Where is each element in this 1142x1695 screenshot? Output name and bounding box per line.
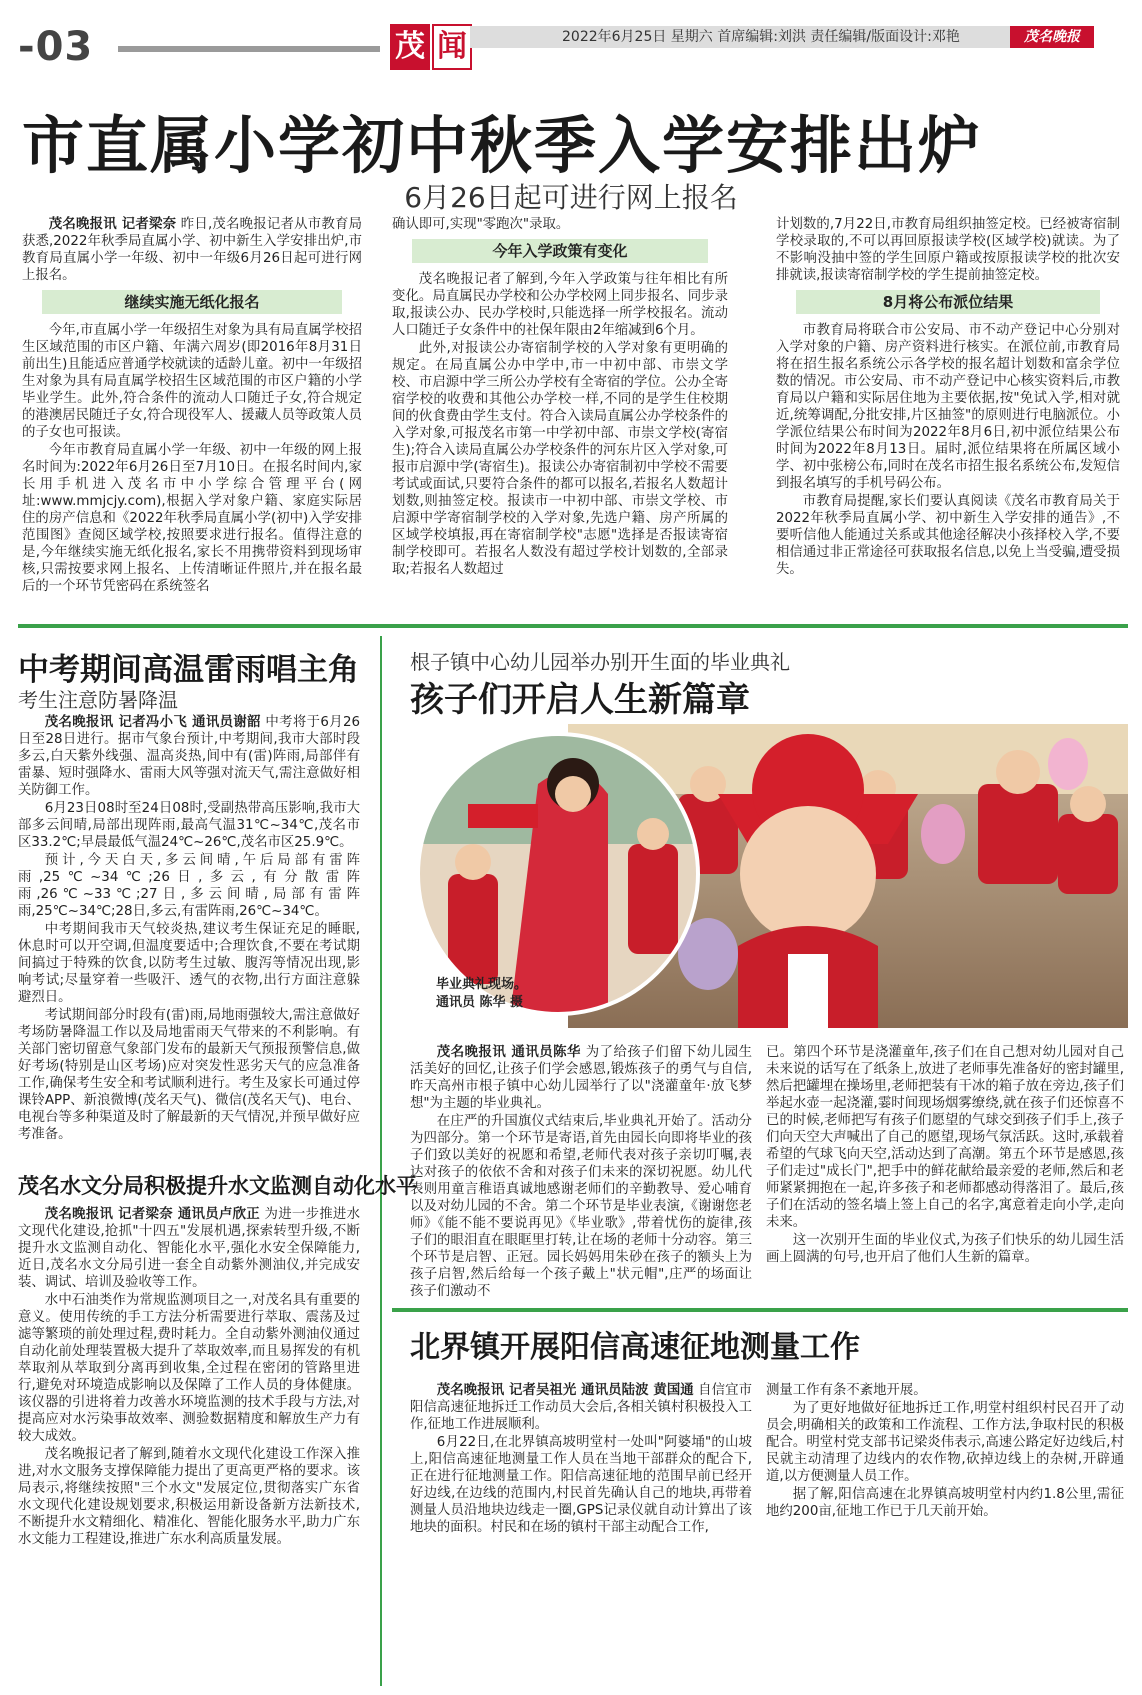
section-divider (18, 624, 1128, 628)
hydrology-paragraph: 水中石油类作为常规监测项目之一,对茂名具有重要的意义。使用传统的手工方法分析需要进行萃取、震荡及过滤等繁琐的前处理过程,费时耗力。全自动紫外测油仪通过自动化前处理装置极大提升了萃取效率,而且易挥发的有机萃取剂从萃取到分离再到收集,全过程在密闭的管路里进行,避免对环境造成影响以及保障了工作人员的身体健康。该仪器的引进将着力改善水环境监测的技术手段与方法,对提高应对水污染事故效率、测验数据精度和解放生产力有较大成效。 (18, 1293, 360, 1444)
weather-subhead: 考生注意防暑降温 (18, 688, 178, 712)
photo-credit: 通讯员 陈华 摄 (436, 995, 524, 1010)
lead-column-3 (776, 216, 1120, 620)
highway-column-1 (410, 1382, 752, 1686)
lead-paragraph: 市教育局将联合市公安局、市不动产登记中心分别对入学对象的户籍、房产资料进行核实。在派位前,市教育局将在招生报名系统公示各学校的报名超计划数和富余学位数的情况。市公安局、市不动产登记中心核实资料后,市教育局以户籍和实际居住地为主要依据,按"免试入学,相对就近,统筹调配,分批安排,片区抽签"的原则进行电脑派位。小学派位结果公布时间为2022年8月6日,初中派位结果公布时间为2022年8月13日。届时,派位结果将在所属区域小学、初中张榜公布,同时在茂名市招生报名系统公布,发短信到报名填写的手机号码公布。 (776, 323, 1120, 491)
kindergarten-byline: 茂名晚报讯 通讯员陈华 (436, 1045, 581, 1060)
lead-paragraph: 今年,市直属小学一年级招生对象为具有局直属学校招生区域范围的市区户籍、年满六周岁(即2016年8月31日前出生)且能适应普通学校就读的适龄儿童。初中一年级招生对象为具有局直属学校招生区域范围的市区户籍的小学毕业学生。此外,符合条件的流动人口随迁子女,符合规定的港澳居民随迁子女,符合现役军人、援藏人员等政策人员的子女也可报读。 (22, 323, 362, 440)
weather-headline: 中考期间高温雷雨唱主角 (18, 652, 359, 688)
lead-subhead: 6月26日起可进行网上报名 (404, 181, 738, 214)
kindergarten-paragraph: 在庄严的升国旗仪式结束后,毕业典礼开始了。活动分为四部分。第一个环节是寄语,首先由园长向即将毕业的孩子们致以美好的祝愿和希望,老师代表对孩子亲切叮嘱,表达对孩子的依依不舍和对孩子们未来的深切祝愿。幼儿代表则用童言稚语真诚地感谢老师们的辛勤教导、爱心哺育以及对幼儿园的不舍。第二个环节是毕业表演,《谢谢您老师》《能不能不要说再见》《毕业歌》,带着忧伤的旋律,孩子们的眼泪直在眼眶里打转,让在场的老师十分动容。第三个环节是启智、正冠。园长妈妈用朱砂在孩子的额头上为孩子启智,然后给每一个孩子戴上"状元帽",庄严的场面让孩子们激动不 (410, 1114, 752, 1299)
lead-byline: 茂名晚报讯 记者梁奈 (48, 217, 177, 232)
lead-paragraph: 计划数的,7月22日,市教育局组织抽签定校。已经被寄宿制学校录取的,不可以再回原报读学校(区域学校)就读。为了不影响没抽中签的学生回原户籍或按原报读学校的批次安排就读,报读寄宿制学校的学生提前抽签定校。 (776, 217, 1120, 283)
hydrology-body (18, 1206, 360, 1686)
lead-paragraph: 昨日,茂名晚报记者从市教育局获悉,2022年秋季局直属小学、初中新生入学安排出炉,市教育局直属小学一年级、初中一年级6月26日起可进行网上报名。 (22, 217, 362, 283)
lead-headline: 市直属小学初中秋季入学安排出炉 (22, 109, 983, 182)
header-rule (118, 46, 380, 52)
hydrology-byline: 茂名晚报讯 记者梁奈 通讯员卢欣正 (44, 1207, 260, 1222)
highway-paragraph: 为了更好地做好征地拆迁工作,明堂村组织村民召开了动员会,明确相关的政策和工作流程、工作方法,争取村民的积极配合。明堂村党支部书记梁炎伟表示,高速公路定好边线后,村民就主动清理了边线内的农作物,砍掉边线上的杂树,开辟通道,以方便测量人员工作。 (766, 1401, 1124, 1484)
kindergarten-paragraph: 这一次别开生面的毕业仪式,为孩子们快乐的幼儿园生活画上圆满的句号,也开启了他们人生新的篇章。 (766, 1233, 1124, 1265)
highway-byline: 茂名晚报讯 记者吴祖光 通讯员陆波 黄国通 (436, 1383, 694, 1398)
hydrology-paragraph: 茂名晚报记者了解到,随着水文现代化建设工作深入推进,对水文服务支撑保障能力提出了更高更严格的要求。该局表示,将继续按照"三个水文"发展定位,贯彻落实广东省水文现代化建设规划要求,积极运用新设备新方法新技术,不断提升水文精细化、精准化、智能化服务水平,助力广东水文能力工程建设,推进广东水利高质量发展。 (18, 1447, 360, 1547)
weather-paragraph: 预计,今天白天,多云间晴,午后局部有雷阵雨,25℃~34℃;26日,多云,有分散雷阵雨,26℃~33℃;27日,多云间晴,局部有雷阵雨,25℃~34℃;28日,多云,有雷阵雨,26℃~34℃。 (18, 853, 360, 919)
column-char-2: 闻 (432, 24, 472, 70)
lead-paragraph: 今年市教育局直属小学一年级、初中一年级的网上报名时间为:2022年6月26日至7月10日。在报名时间内,家长用手机进入茂名市中小学综合管理平台(网址:www.mmjcjy.com),根据入学对象户籍、家庭实际居住的房产信息和《2022年秋季局直属小学(初中)入学安排范围图》查阅区域学校,按照要求进行报名。值得注意的是,今年继续实施无纸化报名,家长不用携带资料到现场审核,只需按要求网上报名、上传清晰证件照片,并在报名最后的一个环节凭密码在系统签名 (22, 443, 362, 594)
lead-paragraph: 市教育局提醒,家长们要认真阅读《茂名市教育局关于2022年秋季局直属小学、初中新生入学安排的通告》,不要听信他人能通过关系或其他途径解决小孩择校入学,不要相信通过非正常途径可获取报名信息,以免上当受骗,遭受损失。 (776, 494, 1120, 577)
highway-headline: 北界镇开展阳信高速征地测量工作 (410, 1330, 860, 1365)
lead-column-1 (22, 216, 362, 620)
photo-caption (436, 976, 527, 1012)
lead-column-2 (392, 216, 728, 620)
highway-paragraph: 6月22日,在北界镇高坡明堂村一处叫"阿婆埇"的山坡上,阳信高速征地测量工作人员在当地干部群众的配合下,正在进行征地测量工作。阳信高速征地的范围早前已经开好边线,在边线的范围内,村民首先确认自己的地块,再带着测量人员沿地块边线走一圈,GPS记录仪就自动计算出了该地块的面积。村民和在场的镇村干部主动配合工作, (410, 1435, 752, 1535)
weather-body (18, 714, 360, 1150)
section-heading: 继续实施无纸化报名 (42, 290, 342, 314)
weather-paragraph: 中考期间我市天气较炎热,建议考生保证充足的睡眠,休息时可以开空调,但温度要适中;合理饮食,不要在考试期间搞过于特殊的饮食,以防考生过敏、腹泻等情况出现,影响考试;尽量穿着一些吸汗、透气的衣物,出行方面注意躲避烈日。 (18, 922, 360, 1005)
hydrology-paragraph: 为进一步推进水文现代化建设,抢抓"十四五"发展机遇,探索转型升级,不断提升水文监测自动化、智能化水平,强化水安全保障能力,近日,茂名水文分局引进一套全自动紫外测油仪,并完成安装、调试、培训及验收等工作。 (18, 1207, 360, 1290)
weather-byline: 茂名晚报讯 记者冯小飞 通讯员谢韶 (44, 715, 261, 730)
kindergarten-column-2 (766, 1044, 1124, 1302)
lead-paragraph: 此外,对报读公办寄宿制学校的入学对象有更明确的规定。在局直属公办中学中,市一中初中部、市崇文学校、市启源中学三所公办学校有全寄宿的学位。公办全寄宿学校的收费和其他公办学校一样,不同的是学生住校期间的伙食费由学生支付。符合入读局直属公办学校条件的入学对象,可报茂名市第一中学初中部、市崇文学校(寄宿生);符合入读局直属公办学校条件的河东片区入学对象,可报市启源中学(寄宿生)。报读公办寄宿制初中学校不需要考试或面试,只要符合条件的都可以报名,若报名人数超计划数,则抽签定校。报读市一中初中部、市崇文学校、市启源中学寄宿制学校的入学对象,先选户籍、房产所属的区域学校填报,再在寄宿制学校"志愿"选择是否报读寄宿制学校即可。若报名人数没有超过学校计划数的,全部录取;若报名人数超过 (392, 341, 728, 577)
newspaper-brand: 茂名晚报 (1010, 26, 1094, 48)
highway-paragraph: 据了解,阳信高速在北界镇高坡明堂村内约1.8公里,需征地约200亩,征地工作已于几天前开始。 (766, 1487, 1124, 1519)
dateline: 2022年6月25日 星期六 首席编辑:刘洪 责任编辑/版面设计:邓艳 (470, 26, 1082, 48)
column-divider (380, 636, 382, 1686)
column-name (390, 24, 474, 70)
hydrology-headline: 茂名水文分局积极提升水文监测自动化水平 (18, 1174, 417, 1198)
section-heading: 今年入学政策有变化 (412, 239, 708, 263)
kindergarten-column-1 (410, 1044, 752, 1302)
highway-paragraph: 测量工作有条不紊地开展。 (766, 1383, 927, 1398)
column-char-1: 茂 (390, 24, 430, 70)
kindergarten-kicker: 根子镇中心幼儿园举办别开生面的毕业典礼 (410, 650, 790, 674)
page-number: -03 (18, 24, 94, 70)
lead-paragraph: 茂名晚报记者了解到,今年入学政策与往年相比有所变化。局直属民办学校和公办学校网上同步报名、同步录取,报读公办、民办学校时,只能选择一所学校报名。流动人口随迁子女条件中的社保年限由2年缩减到6个月。 (392, 272, 728, 338)
photo-caption-line: 毕业典礼现场。 (436, 977, 528, 992)
weather-paragraph: 中考将于6月26日至28日进行。据市气象台预计,中考期间,我市大部时段多云,白天紫外线强、温高炎热,间中有(雷)阵雨,局部伴有雷暴、短时强降水、雷雨大风等强对流天气,需注意做好相关防御工作。 (18, 715, 360, 798)
kindergarten-paragraph: 为了给孩子们留下幼儿园生活美好的回忆,让孩子们学会感恩,锻炼孩子的勇气与自信,昨天高州市根子镇中心幼儿园举行了以"浇灌童年·放飞梦想"为主题的毕业典礼。 (410, 1045, 752, 1111)
lead-paragraph: 确认即可,实现"零跑次"录取。 (392, 217, 570, 232)
weather-paragraph: 考试期间部分时段有(雷)雨,局地雨强较大,需注意做好考场防暑降温工作以及局地雷雨天气带来的不利影响。有关部门密切留意气象部门发布的最新天气预报预警信息,做好考场(特别是山区考场)应对突发性恶劣天气的应急准备工作,确保考生安全和考试顺利进行。考生及家长可通过停课铃APP、新浪微博(茂名天气)、微信(茂名天气)、电台、电视台等多种渠道及时了解最新的天气情况,并预早做好应考准备。 (18, 1008, 360, 1142)
section-heading: 8月将公布派位结果 (796, 290, 1100, 314)
highway-column-2 (766, 1382, 1124, 1686)
highway-paragraph: 自信宜市阳信高速征地拆迁工作动员大会后,各相关镇村积极投入工作,征地工作进展顺利。 (410, 1383, 752, 1432)
kindergarten-paragraph: 已。第四个环节是浇灌童年,孩子们在自己想对幼儿园对自己未来说的话写在了纸条上,放进了老师事先准备好的密封罐里,然后把罐埋在操场里,老师把装有干冰的箱子放在旁边,孩子们举起水壶一起浇灌,霎时间现场烟雾缭绕,就在孩子们还惊喜不已的时候,老师把写有孩子们愿望的气球交到孩子们手上,孩子们向天空大声喊出了自己的愿望,现场气氛活跃。这时,承载着希望的气球飞向天空,活动达到了高潮。第五个环节是感恩,孩子们走过"成长门",把手中的鲜花献给最亲爱的老师,然后和老师紧紧拥抱在一起,许多孩子和老师都感动得落泪了。最后,孩子们在活动的签名墙上签上自己的名字,寓意着走向小学,走向未来。 (766, 1045, 1124, 1230)
weather-paragraph: 6月23日08时至24日08时,受副热带高压影响,我市大部多云间晴,局部出现阵雨,最高气温31℃~34℃,茂名市区33.2℃;早晨最低气温24℃~26℃,茂名市区25.9℃。 (18, 801, 360, 850)
kindergarten-headline: 孩子们开启人生新篇章 (410, 680, 750, 720)
section-divider (392, 1308, 1128, 1312)
